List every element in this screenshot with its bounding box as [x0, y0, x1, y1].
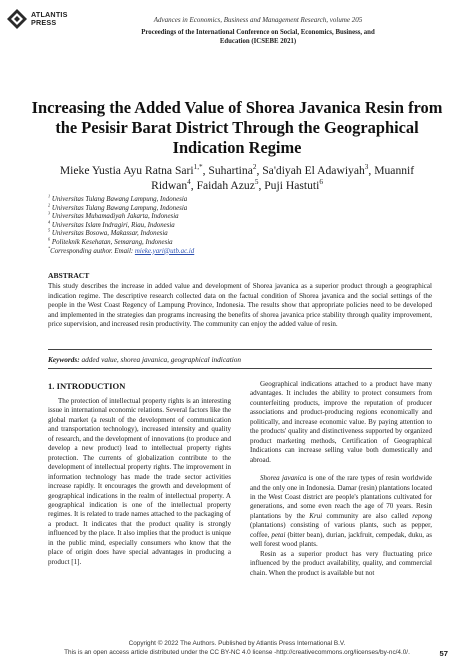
affiliation: $^2$ Universitas Tulang Bawang Lampung, Indonesia — [48, 202, 188, 212]
affiliation: $^4$ Universitas Islam Indragiri, Riau, Indonesia — [48, 219, 175, 229]
paper-title: Increasing the Added Value of Shorea Javanica Resin from the Pesisir Barat District Through the Geographical Indication Regime — [31, 98, 443, 157]
right-column — [250, 380, 432, 578]
paragraph: Resin as a superior product has very fluctuating price influenced by the product availability, quality, and commercial chain. When the product is available but not — [250, 549, 432, 577]
keywords-label: Keywords: — [48, 355, 80, 364]
proceedings-line-2: Education (ICSEBE 2021) — [219, 38, 297, 45]
author: Suhartina$^2$, — [208, 163, 263, 177]
logo-line-1: ATLANTIS — [31, 10, 68, 19]
abstract-heading: ABSTRACT — [48, 271, 90, 280]
author: Faidah Azuz$^5$, — [196, 178, 265, 192]
affiliation-list — [48, 193, 438, 256]
page-number: 57 — [439, 649, 448, 658]
author: Puji Hastuti$^6$ — [264, 178, 323, 192]
license-notice: This is an open access article distributed under the CC BY-NC 4.0 license -http://creativecommons.org/licenses/by-nc/4.0/. — [64, 648, 410, 656]
page-footer — [30, 640, 444, 657]
author: Sa'diyah El Adawiyah$^3$, — [262, 163, 375, 177]
affiliation: $^1$ Universitas Tulang Bawang Lampung, Indonesia — [48, 193, 188, 203]
atlantis-logo-icon — [6, 8, 28, 30]
left-column — [48, 397, 231, 567]
abstract-text: This study describes the increase in added value and development of Shorea javanica as a superior product through a geographical indication regime. The descriptive research collected data on the factual condition of Shorea javanica and the social settings of the people in the West Coast Regency of Lampung Province, Indonesia. The results show that appropriate policies need to be developed and implemented in the strategies dan programs increasing the benefits of shorea javanica price stability through quality improvement, price supervision, and increased resin productivity. The community can enjoy the added value of resin. — [48, 282, 432, 328]
paragraph: Geographical indications attached to a product have many advantages. It includes the ability to protect consumers from counterfeiting products, improve the reputation of producer associations and product-producing regions economically and politically, and increase economic value. By paying attention to the products' quality and distinctiveness supported by organized product marketing methods, Certification of Geographical Indications can increase selling value both domestically and abroad. — [250, 380, 432, 464]
author: Muannif Ridwan$^4$, — [151, 164, 415, 192]
publisher-logo — [6, 8, 68, 30]
affiliation: $^3$ Universitas Muhamadiyah Jakarta, Indonesia — [48, 210, 179, 221]
logo-text — [31, 11, 68, 27]
author-list — [40, 163, 434, 193]
journal-name: Advances in Economics, Business and Management Research, volume 205 — [153, 16, 363, 24]
corresponding-author: *Corresponding author. Email: mieke.yari@utb.ac.id — [48, 245, 195, 255]
paragraph: Shorea javanica is one of the rare types of resin worldwide and the only one in Indonesia. Damar (resin) plantations located in the West Coast district are people's plantations cultivated for generations, and some even reach the age of 70 years. Resin plantations by the Krui community are also called repong (plantations) consisting of various plants, such as pepper, coffee, petai (bitter bean), durian, jackfruit, cempedak, duku, as well forest wood plants. — [250, 474, 432, 549]
affiliation: $^5$ Universitas Bosowa, Makassar, Indonesia — [48, 228, 168, 238]
keywords-list: added value, shorea javanica, geographical indication — [79, 355, 242, 364]
paragraph: The protection of intellectual property rights is an interesting issue in international economic relations. Several factors like the global market (a result of the development of communication and transportation technology), increased intensity and quality of research, and the development of innovations (to produce and develop a new product) lead to intellectual property rights protection. The currents of globalization contribute to the development of intellectual property rights. The improvement in information technology has made the trade sector activities increase rapidly. It encourages the growth and development of geographical indications in the realm of intellectual property. A geographical indication is one of the intellectual property regimes. It is related to trade names attached to the packaging of a product. It indicates that the product quality is strongly influenced by the place. It also implies that the product is unique in the public mind, especially consumers who know that the place of origin does have special advantages in producing a product [1]. — [48, 397, 231, 566]
logo-line-2: PRESS — [31, 18, 57, 27]
keywords — [48, 355, 432, 364]
corresponding-email-link[interactable]: mieke.yari@utb.ac.id — [134, 247, 195, 255]
section-heading: 1. INTRODUCTION — [48, 381, 126, 391]
copyright-notice: Copyright © 2022 The Authors. Published by Atlantis Press International B.V. — [128, 640, 346, 647]
divider — [48, 349, 432, 350]
proceedings-line-1: Proceedings of the International Conference on Social, Economics, Business, and — [141, 29, 375, 36]
affiliation: $^6$ Politeknik Kesehatan, Semarang, Indonesia — [48, 236, 173, 246]
divider — [48, 368, 432, 369]
proceedings-name — [88, 28, 428, 46]
running-header — [88, 16, 428, 46]
author: Mieke Yustia Ayu Ratna Sari$^{1,*}$, — [59, 163, 209, 177]
